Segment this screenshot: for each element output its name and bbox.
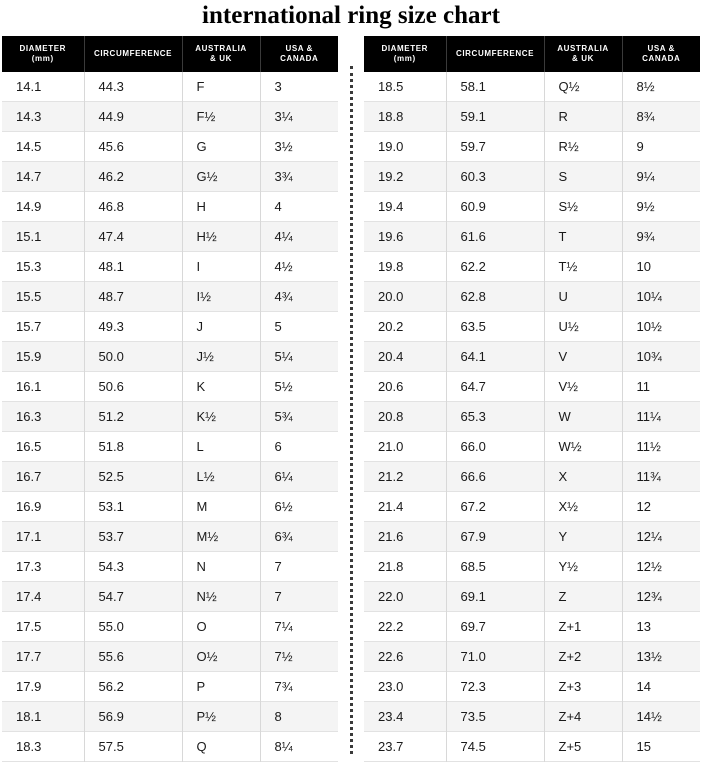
cell-australia-uk: R½ [544,132,622,162]
column-header-australia-uk [182,36,260,72]
cell-diameter: 22.0 [364,582,446,612]
cell-usa-canada: 14½ [636,709,662,724]
table-row [2,102,338,132]
cell-australia-uk: H½ [182,222,260,252]
cell-circumference: 55.0 [84,612,182,642]
cell-usa-canada: 11 [636,379,650,394]
cell-usa-canada: 3½ [274,139,293,154]
cell-diameter: 21.4 [364,492,446,522]
cell-diameter: 21.6 [364,522,446,552]
cell-diameter: 14.3 [2,102,84,132]
table-row [2,222,338,252]
cell-circumference: 74.5 [446,732,544,762]
table-row [364,252,700,282]
cell-circumference: 67.9 [446,522,544,552]
cell-australia-uk: Y [544,522,622,552]
cell-circumference: 52.5 [84,462,182,492]
cell-circumference: 62.8 [446,282,544,312]
cell-australia-uk: M [182,492,260,522]
cell-australia-uk: K [182,372,260,402]
cell-usa-canada: 4½ [274,259,293,274]
cell-diameter: 16.1 [2,372,84,402]
cell-diameter: 17.5 [2,612,84,642]
header-line2: & UK [572,54,594,63]
cell-usa-canada: 6¾ [274,529,293,544]
table-row [2,432,338,462]
cell-australia-uk: R [544,102,622,132]
cell-diameter: 17.4 [2,582,84,612]
table-row [364,132,700,162]
table-header-right [364,36,700,72]
cell-usa-canada: 3 [274,79,282,94]
cell-diameter: 23.4 [364,702,446,732]
table-header-left [2,36,338,72]
cell-diameter: 15.7 [2,312,84,342]
cell-usa-canada: 7 [274,589,282,604]
cell-australia-uk: Z+5 [544,732,622,762]
table-row [364,72,700,102]
header-line1: DIAMETER [381,44,429,53]
cell-diameter: 17.7 [2,642,84,672]
cell-diameter: 18.1 [2,702,84,732]
cell-circumference: 64.1 [446,342,544,372]
header-line1: CIRCUMFERENCE [455,49,535,58]
cell-diameter: 18.8 [364,102,446,132]
column-header-circumference [446,36,544,72]
table-row [2,552,338,582]
table-row [364,312,700,342]
cell-australia-uk: W½ [544,432,622,462]
cell-circumference: 45.6 [84,132,182,162]
table-row [2,282,338,312]
cell-australia-uk: V [544,342,622,372]
cell-australia-uk: L [182,432,260,462]
header-line2: & UK [210,54,232,63]
cell-diameter: 16.3 [2,402,84,432]
cell-usa-canada: 7 [274,559,282,574]
cell-usa-canada: 4¼ [274,229,293,244]
cell-australia-uk: G½ [182,162,260,192]
cell-diameter: 16.5 [2,432,84,462]
cell-diameter: 14.9 [2,192,84,222]
cell-diameter: 15.1 [2,222,84,252]
cell-diameter: 21.8 [364,552,446,582]
tables-container [0,36,702,762]
cell-diameter: 19.4 [364,192,446,222]
cell-diameter: 19.8 [364,252,446,282]
cell-australia-uk: T½ [544,252,622,282]
cell-australia-uk: O½ [182,642,260,672]
table-row [2,132,338,162]
cell-circumference: 68.5 [446,552,544,582]
table-row [2,492,338,522]
cell-circumference: 62.2 [446,252,544,282]
cell-usa-canada: 8¼ [274,739,293,754]
cell-diameter: 17.3 [2,552,84,582]
ring-size-table-left [2,36,338,762]
cell-diameter: 15.3 [2,252,84,282]
cell-diameter: 15.9 [2,342,84,372]
table-body-left [2,72,338,762]
cell-australia-uk: O [182,612,260,642]
table-row [364,462,700,492]
cell-circumference: 55.6 [84,642,182,672]
cell-australia-uk: I½ [182,282,260,312]
table-row [364,612,700,642]
cell-circumference: 73.5 [446,702,544,732]
column-header-circumference [84,36,182,72]
cell-usa-canada: 5¼ [274,349,293,364]
cell-usa-canada: 3¾ [274,169,293,184]
cell-australia-uk: J [182,312,260,342]
table-row [2,642,338,672]
cell-diameter: 20.4 [364,342,446,372]
cell-usa-canada: 9 [636,139,644,154]
cell-usa-canada: 15 [636,739,651,754]
column-header-australia-uk [544,36,622,72]
cell-usa-canada: 7½ [274,649,293,664]
cell-circumference: 72.3 [446,672,544,702]
ring-size-chart-page [0,2,702,754]
cell-australia-uk: P½ [182,702,260,732]
cell-diameter: 15.5 [2,282,84,312]
cell-usa-canada: 9¼ [636,169,655,184]
cell-australia-uk: U [544,282,622,312]
cell-usa-canada: 12¼ [636,529,662,544]
table-row [364,282,700,312]
cell-circumference: 50.0 [84,342,182,372]
cell-diameter: 17.1 [2,522,84,552]
table-row [364,102,700,132]
cell-usa-canada: 8 [274,709,282,724]
cell-australia-uk: S [544,162,622,192]
cell-circumference: 54.7 [84,582,182,612]
cell-usa-canada: 6½ [274,499,293,514]
table-row [2,342,338,372]
cell-diameter: 19.6 [364,222,446,252]
cell-usa-canada: 12½ [636,559,662,574]
cell-australia-uk: Z+2 [544,642,622,672]
cell-usa-canada: 3¼ [274,109,293,124]
cell-diameter: 18.5 [364,72,446,102]
table-row [364,402,700,432]
table-row [364,522,700,552]
table-row [364,192,700,222]
cell-diameter: 20.0 [364,282,446,312]
header-line1: CIRCUMFERENCE [93,49,173,58]
cell-australia-uk: G [182,132,260,162]
table-row [364,672,700,702]
cell-diameter: 19.0 [364,132,446,162]
cell-usa-canada: 4¾ [274,289,293,304]
cell-diameter: 23.0 [364,672,446,702]
cell-circumference: 49.3 [84,312,182,342]
table-row [2,72,338,102]
cell-australia-uk: P [182,672,260,702]
cell-circumference: 59.1 [446,102,544,132]
table-row [2,582,338,612]
cell-circumference: 56.9 [84,702,182,732]
header-line1: USA & [647,44,676,53]
table-row [364,492,700,522]
header-line1: AUSTRALIA [195,44,247,53]
cell-usa-canada: 6¼ [274,469,293,484]
cell-usa-canada: 4 [274,199,282,214]
cell-usa-canada: 13 [636,619,651,634]
cell-circumference: 65.3 [446,402,544,432]
cell-circumference: 48.7 [84,282,182,312]
cell-circumference: 51.8 [84,432,182,462]
column-header-usa-canada [260,36,338,72]
cell-usa-canada: 11½ [636,439,661,454]
table-row [2,402,338,432]
cell-australia-uk: X [544,462,622,492]
table-row [364,162,700,192]
cell-circumference: 57.5 [84,732,182,762]
cell-circumference: 67.2 [446,492,544,522]
cell-usa-canada: 5¾ [274,409,293,424]
cell-usa-canada: 10¾ [636,349,662,364]
table-row [2,162,338,192]
cell-circumference: 63.5 [446,312,544,342]
cell-circumference: 61.6 [446,222,544,252]
cell-circumference: 53.1 [84,492,182,522]
cell-circumference: 59.7 [446,132,544,162]
cell-diameter: 22.2 [364,612,446,642]
cell-circumference: 60.9 [446,192,544,222]
cell-diameter: 20.6 [364,372,446,402]
table-row [2,522,338,552]
header-line2: CANADA [280,54,319,63]
cell-circumference: 64.7 [446,372,544,402]
cell-circumference: 66.0 [446,432,544,462]
right-table-wrapper [364,36,700,762]
cell-diameter: 14.7 [2,162,84,192]
cell-circumference: 54.3 [84,552,182,582]
cell-australia-uk: K½ [182,402,260,432]
table-row [2,702,338,732]
cell-diameter: 16.9 [2,492,84,522]
cell-australia-uk: Z+4 [544,702,622,732]
table-row [2,312,338,342]
cell-usa-canada: 10¼ [636,289,662,304]
ring-size-table-right [364,36,700,762]
cell-circumference: 44.9 [84,102,182,132]
cell-australia-uk: Z+1 [544,612,622,642]
cell-circumference: 46.8 [84,192,182,222]
cell-australia-uk: W [544,402,622,432]
cell-australia-uk: Y½ [544,552,622,582]
table-row [2,252,338,282]
cell-usa-canada: 12¾ [636,589,662,604]
table-row [2,612,338,642]
table-row [364,702,700,732]
table-row [364,222,700,252]
table-row [2,672,338,702]
cell-circumference: 48.1 [84,252,182,282]
cell-australia-uk: X½ [544,492,622,522]
cell-diameter: 17.9 [2,672,84,702]
cell-australia-uk: Z+3 [544,672,622,702]
cell-circumference: 47.4 [84,222,182,252]
page-title: international ring size chart [202,2,500,29]
cell-usa-canada: 8¾ [636,109,655,124]
cell-australia-uk: N [182,552,260,582]
header-row [364,36,700,72]
cell-usa-canada: 11¾ [636,469,661,484]
cell-circumference: 44.3 [84,72,182,102]
cell-usa-canada: 10 [636,259,651,274]
cell-circumference: 71.0 [446,642,544,672]
cell-circumference: 60.3 [446,162,544,192]
table-row [364,432,700,462]
table-row [364,372,700,402]
cell-australia-uk: L½ [182,462,260,492]
cell-diameter: 22.6 [364,642,446,672]
cell-circumference: 69.7 [446,612,544,642]
cell-australia-uk: S½ [544,192,622,222]
table-row [364,642,700,672]
cell-australia-uk: M½ [182,522,260,552]
cell-usa-canada: 9¾ [636,229,655,244]
cell-usa-canada: 8½ [636,79,655,94]
cell-australia-uk: F [182,72,260,102]
cell-diameter: 20.2 [364,312,446,342]
cell-usa-canada: 6 [274,439,282,454]
cell-usa-canada: 14 [636,679,651,694]
table-row [2,462,338,492]
cell-australia-uk: T [544,222,622,252]
table-row [364,342,700,372]
cell-diameter: 19.2 [364,162,446,192]
cell-circumference: 66.6 [446,462,544,492]
header-line2: CANADA [642,54,681,63]
cell-diameter: 23.7 [364,732,446,762]
header-line1: AUSTRALIA [557,44,609,53]
cell-australia-uk: F½ [182,102,260,132]
cell-australia-uk: I [182,252,260,282]
cell-usa-canada: 5½ [274,379,293,394]
cell-circumference: 58.1 [446,72,544,102]
cell-usa-canada: 10½ [636,319,662,334]
cell-usa-canada: 7¼ [274,619,293,634]
column-header-diameter [2,36,84,72]
cell-australia-uk: H [182,192,260,222]
cell-diameter: 21.2 [364,462,446,492]
cell-circumference: 46.2 [84,162,182,192]
cell-usa-canada: 7¾ [274,679,293,694]
column-header-usa-canada [622,36,700,72]
dotted-line [350,66,353,754]
cell-australia-uk: Q½ [544,72,622,102]
header-line1: DIAMETER [19,44,67,53]
cell-australia-uk: U½ [544,312,622,342]
table-row [364,582,700,612]
cell-diameter: 20.8 [364,402,446,432]
column-header-diameter [364,36,446,72]
cell-usa-canada: 12 [636,499,651,514]
cell-circumference: 50.6 [84,372,182,402]
cell-diameter: 14.5 [2,132,84,162]
cell-usa-canada: 5 [274,319,282,334]
left-table-wrapper [2,36,338,762]
table-row [2,192,338,222]
cell-circumference: 69.1 [446,582,544,612]
header-line2: (mm) [393,54,416,63]
header-line1: USA & [285,44,314,53]
cell-usa-canada: 11¼ [636,409,661,424]
cell-australia-uk: Z [544,582,622,612]
cell-australia-uk: Q [182,732,260,762]
cell-circumference: 51.2 [84,402,182,432]
cell-circumference: 56.2 [84,672,182,702]
table-row [364,552,700,582]
cell-australia-uk: V½ [544,372,622,402]
cell-usa-canada: 13½ [636,649,662,664]
cell-diameter: 16.7 [2,462,84,492]
cell-australia-uk: J½ [182,342,260,372]
vertical-dotted-divider [345,36,357,762]
header-line2: (mm) [31,54,54,63]
cell-diameter: 21.0 [364,432,446,462]
cell-diameter: 14.1 [2,72,84,102]
cell-circumference: 53.7 [84,522,182,552]
cell-australia-uk: N½ [182,582,260,612]
table-row [2,372,338,402]
cell-usa-canada: 9½ [636,199,655,214]
cell-diameter: 18.3 [2,732,84,762]
table-body-right [364,72,700,762]
header-row [2,36,338,72]
